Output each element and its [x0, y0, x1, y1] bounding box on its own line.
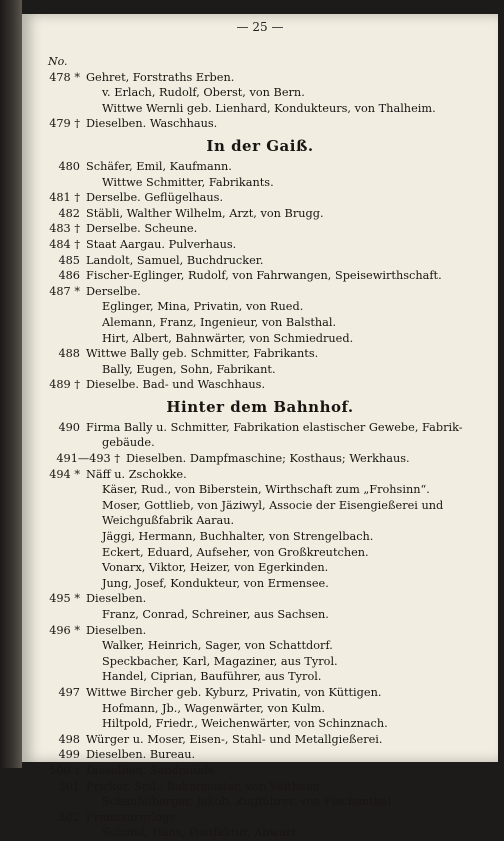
entry-text: Hiltpold, Friedr., Weichenwärter, von Schinznach.	[102, 717, 388, 731]
entry-text: Speckbacher, Karl, Magaziner, aus Tyrol.	[102, 654, 338, 668]
entry-text: Dieselben. Bureau.	[86, 748, 196, 762]
indent	[36, 175, 102, 191]
entry-text: Hirt, Albert, Bahnwärter, von Schmiedrued.	[102, 331, 354, 345]
entry-line	[36, 701, 484, 717]
entry-line	[36, 825, 484, 841]
indent	[36, 669, 102, 685]
entry-text: Dieselben.	[86, 592, 147, 606]
entry-line	[36, 747, 484, 763]
indent	[36, 299, 102, 315]
entry-line	[36, 779, 484, 795]
entry-text: Freimaurerloge.	[86, 810, 180, 824]
house-number: 485	[58, 253, 80, 267]
indent	[36, 638, 102, 654]
entry-text: Hofmann, Jb., Wagenwärter, von Kulm.	[102, 701, 325, 715]
entry-text: Staat Aargau. Pulverhaus.	[86, 237, 237, 251]
entry-text: Moser, Gottlieb, von Jäziwyl, Associe der Eisengießerei und	[102, 498, 444, 512]
entry-line	[36, 716, 484, 732]
entry-line	[36, 70, 484, 86]
entry-line	[36, 513, 484, 529]
indent	[36, 513, 102, 529]
entry-line	[36, 685, 484, 701]
entry-text: Wittwe Bally geb. Schmitter, Fabrikants.	[86, 347, 319, 361]
house-number: 490	[58, 420, 80, 434]
entry-line	[36, 159, 484, 175]
house-number: 499	[58, 748, 80, 762]
entry-text: Alemann, Franz, Ingenieur, von Balsthal.	[102, 315, 337, 329]
house-number: 484 †	[49, 237, 80, 251]
entry-line	[36, 654, 484, 670]
entry-text: v. Erlach, Rudolf, Oberst, von Bern.	[102, 86, 305, 100]
entry-line	[36, 299, 484, 315]
entry-line	[36, 560, 484, 576]
entry-text: Derselbe.	[86, 284, 141, 298]
entry-text: Dieselbe. Bad- und Waschhaus.	[86, 378, 266, 392]
entry-text: Handel, Ciprian, Bauführer, aus Tyrol.	[102, 670, 322, 684]
entry-text: gebäude.	[102, 436, 155, 450]
entry-text: Dieselben. Waschhaus.	[86, 117, 218, 131]
house-number: 478 *	[49, 70, 80, 84]
column-label-text: No.	[48, 55, 68, 68]
entry-line	[36, 221, 484, 237]
entry-text: Käser, Rud., von Biberstein, Wirthschaft zum „Frohsinn“.	[102, 483, 430, 497]
indent	[36, 362, 102, 378]
entry-text: Fricker, Sml., Bahnmeister, von Veltheim.	[86, 779, 324, 793]
house-number: 486	[58, 269, 80, 283]
entry-line	[36, 268, 484, 284]
indent	[36, 560, 102, 576]
indent	[36, 701, 102, 717]
entry-line	[36, 482, 484, 498]
entry-line	[36, 315, 484, 331]
entry-text: Würger u. Moser, Eisen-, Stahl- und Metallgießerei.	[86, 732, 383, 746]
section-heading: In der Gaiß.	[206, 136, 314, 155]
entry-line	[36, 346, 484, 362]
entry-line	[36, 435, 484, 451]
house-number: 498	[58, 732, 80, 746]
indent	[36, 607, 102, 623]
house-number: 502	[58, 810, 80, 824]
entry-line	[36, 377, 484, 393]
entry-text: Firma Bally u. Schmitter, Fabrikation elastischer Gewebe, Fabrik-	[86, 420, 463, 434]
house-number: 483 †	[49, 222, 80, 236]
house-number: 496 *	[49, 623, 80, 637]
entry-text: Eglinger, Mina, Privatin, von Rued.	[102, 300, 304, 314]
house-number: 494 *	[49, 467, 80, 481]
indent	[36, 85, 102, 101]
entry-line	[36, 253, 484, 269]
entry-line	[36, 237, 484, 253]
entry-line	[36, 206, 484, 222]
entry-text: Vonarx, Viktor, Heizer, von Egerkinden.	[102, 561, 329, 575]
entry-line	[36, 591, 484, 607]
entry-line	[36, 669, 484, 685]
indent	[36, 576, 102, 592]
entry-line	[36, 732, 484, 748]
indent	[36, 794, 102, 810]
page-number: — 25 —	[236, 20, 284, 34]
indent	[36, 529, 102, 545]
indent	[36, 482, 102, 498]
book-gutter	[0, 0, 22, 768]
entry-line	[36, 607, 484, 623]
entry-text: Landolt, Samuel, Buchdrucker.	[86, 253, 264, 267]
house-number: 481 †	[49, 191, 80, 205]
entry-text: Stäbli, Walther Wilhelm, Arzt, von Brugg.	[86, 206, 324, 220]
entry-text: Wittwe Wernli geb. Lienhard, Kondukteurs, von Thalheim.	[102, 101, 436, 115]
entry-line	[36, 467, 484, 483]
entry-text: Schmid, Hans, Postfaktur, Abwart.	[102, 826, 300, 840]
entry-text: Dieselben. Dampfmaschine; Kosthaus; Werkhaus.	[126, 452, 410, 466]
entry-line	[36, 101, 484, 117]
entry-line	[36, 362, 484, 378]
entry-line	[36, 763, 484, 779]
entry-line	[36, 85, 484, 101]
entry-text: Walker, Heinrich, Sager, von Schattdorf.	[102, 639, 333, 653]
entry-text: Näff u. Zschokke.	[86, 467, 187, 481]
house-number: 489 †	[49, 378, 80, 392]
house-number: 491—493 †	[56, 452, 120, 466]
entry-text: Eckert, Eduard, Aufseher, von Großkreutchen.	[102, 545, 369, 559]
entry-text: Fischer-Eglinger, Rudolf, von Fahrwangen, Speisewirthschaft.	[86, 269, 442, 283]
indent	[36, 545, 102, 561]
entry-text: Wittwe Bircher geb. Kyburz, Privatin, von Küttigen.	[86, 685, 382, 699]
entry-text: Gehret, Forstraths Erben.	[86, 70, 235, 84]
house-number: 501	[58, 779, 80, 793]
section-heading: Hinter dem Bahnhof.	[166, 397, 354, 416]
entry-text: Schäfer, Emil, Kaufmann.	[86, 159, 232, 173]
indent	[36, 331, 102, 347]
entry-line	[36, 638, 484, 654]
house-number: 479 †	[49, 117, 80, 131]
indent	[36, 101, 102, 117]
indent	[36, 498, 102, 514]
entry-text: Jung, Josef, Kondukteur, von Ermensee.	[102, 576, 329, 590]
entry-text: Jäggi, Hermann, Buchhalter, von Strengelbach.	[102, 530, 374, 544]
entry-line	[36, 175, 484, 191]
entry-text: Bally, Eugen, Sohn, Fabrikant.	[102, 362, 276, 376]
entry-text: Weichgußfabrik Aarau.	[102, 514, 235, 528]
entry-text: Dieselben. Sandmühle.	[86, 763, 218, 777]
entry-line	[36, 498, 484, 514]
house-number: 480	[58, 159, 80, 173]
entry-text: Derselbe. Scheune.	[86, 222, 198, 236]
indent	[36, 315, 102, 331]
column-label	[36, 54, 484, 70]
entry-text: Wittwe Schmitter, Fabrikants.	[102, 175, 274, 189]
entry-text: Derselbe. Geflügelhaus.	[86, 191, 224, 205]
house-number: 495 *	[49, 592, 80, 606]
entry-line	[36, 451, 484, 467]
indent	[36, 435, 102, 451]
indent	[36, 825, 102, 841]
entry-line	[36, 331, 484, 347]
indent	[36, 654, 102, 670]
address-listing	[36, 54, 484, 841]
entry-line	[36, 545, 484, 561]
entry-line	[36, 576, 484, 592]
entry-line	[36, 810, 484, 826]
entry-line	[36, 190, 484, 206]
house-number: 488	[58, 347, 80, 361]
house-number: 482	[58, 206, 80, 220]
entry-line	[36, 529, 484, 545]
entry-line	[36, 623, 484, 639]
entry-text: Schaufelberger, Jakob, Zugführer, von Fischenthal.	[102, 795, 395, 809]
entry-line	[36, 794, 484, 810]
house-number: 500 †	[49, 763, 80, 777]
entry-text: Dieselben.	[86, 623, 147, 637]
indent	[36, 716, 102, 732]
house-number: 497	[58, 685, 80, 699]
entry-text: Franz, Conrad, Schreiner, aus Sachsen.	[102, 608, 329, 621]
house-number: 487 *	[49, 284, 80, 298]
entry-line	[36, 284, 484, 300]
entry-line	[36, 420, 484, 436]
entry-line	[36, 116, 484, 132]
